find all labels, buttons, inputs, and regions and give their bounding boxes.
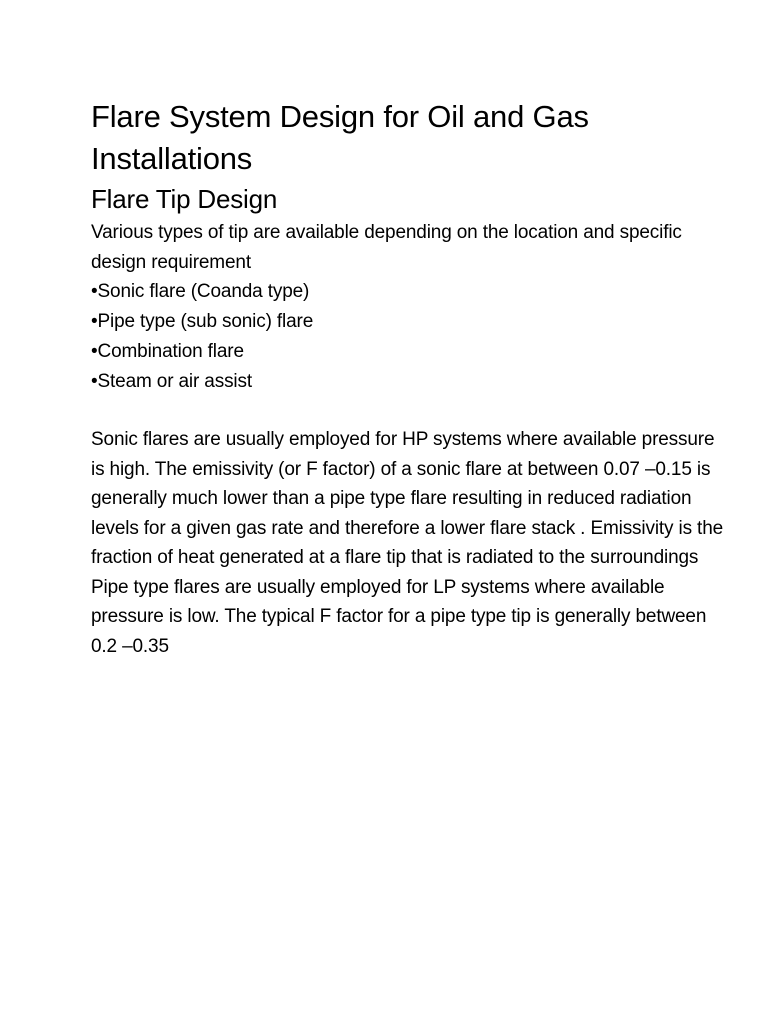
intro-paragraph: Various types of tip are available depending on the location and specific design requirement: [91, 222, 682, 273]
section-heading: Flare Tip Design: [91, 184, 278, 214]
pipe-flare-paragraph: Pipe type flares are usually employed for LP systems where available pressure is low. The typical F factor for a pipe type tip is generally between 0.2 –0.35: [91, 576, 707, 657]
list-item: •Combination flare: [91, 341, 244, 362]
sonic-flare-paragraph: Sonic flares are usually employed for HP systems where available pressure is high. The emissivity (or F factor) of a sonic flare at between 0.07 –0.15 is generally much lower than a pipe type flare resulting in reduced radiation levels for a given gas rate and therefore a lower flare stack . Emissivity is the fraction of heat generated at a flare tip that is radiated to the surroundings: [91, 429, 724, 568]
list-item: •Pipe type (sub sonic) flare: [91, 311, 314, 332]
list-item: •Sonic flare (Coanda type): [91, 281, 310, 302]
document-title: Flare System Design for Oil and Gas Installations: [91, 99, 589, 176]
tip-types-list: [91, 277, 731, 397]
list-item: •Steam or air assist: [91, 371, 252, 392]
paragraph-spacer: [91, 397, 731, 425]
document-content: [91, 96, 731, 661]
